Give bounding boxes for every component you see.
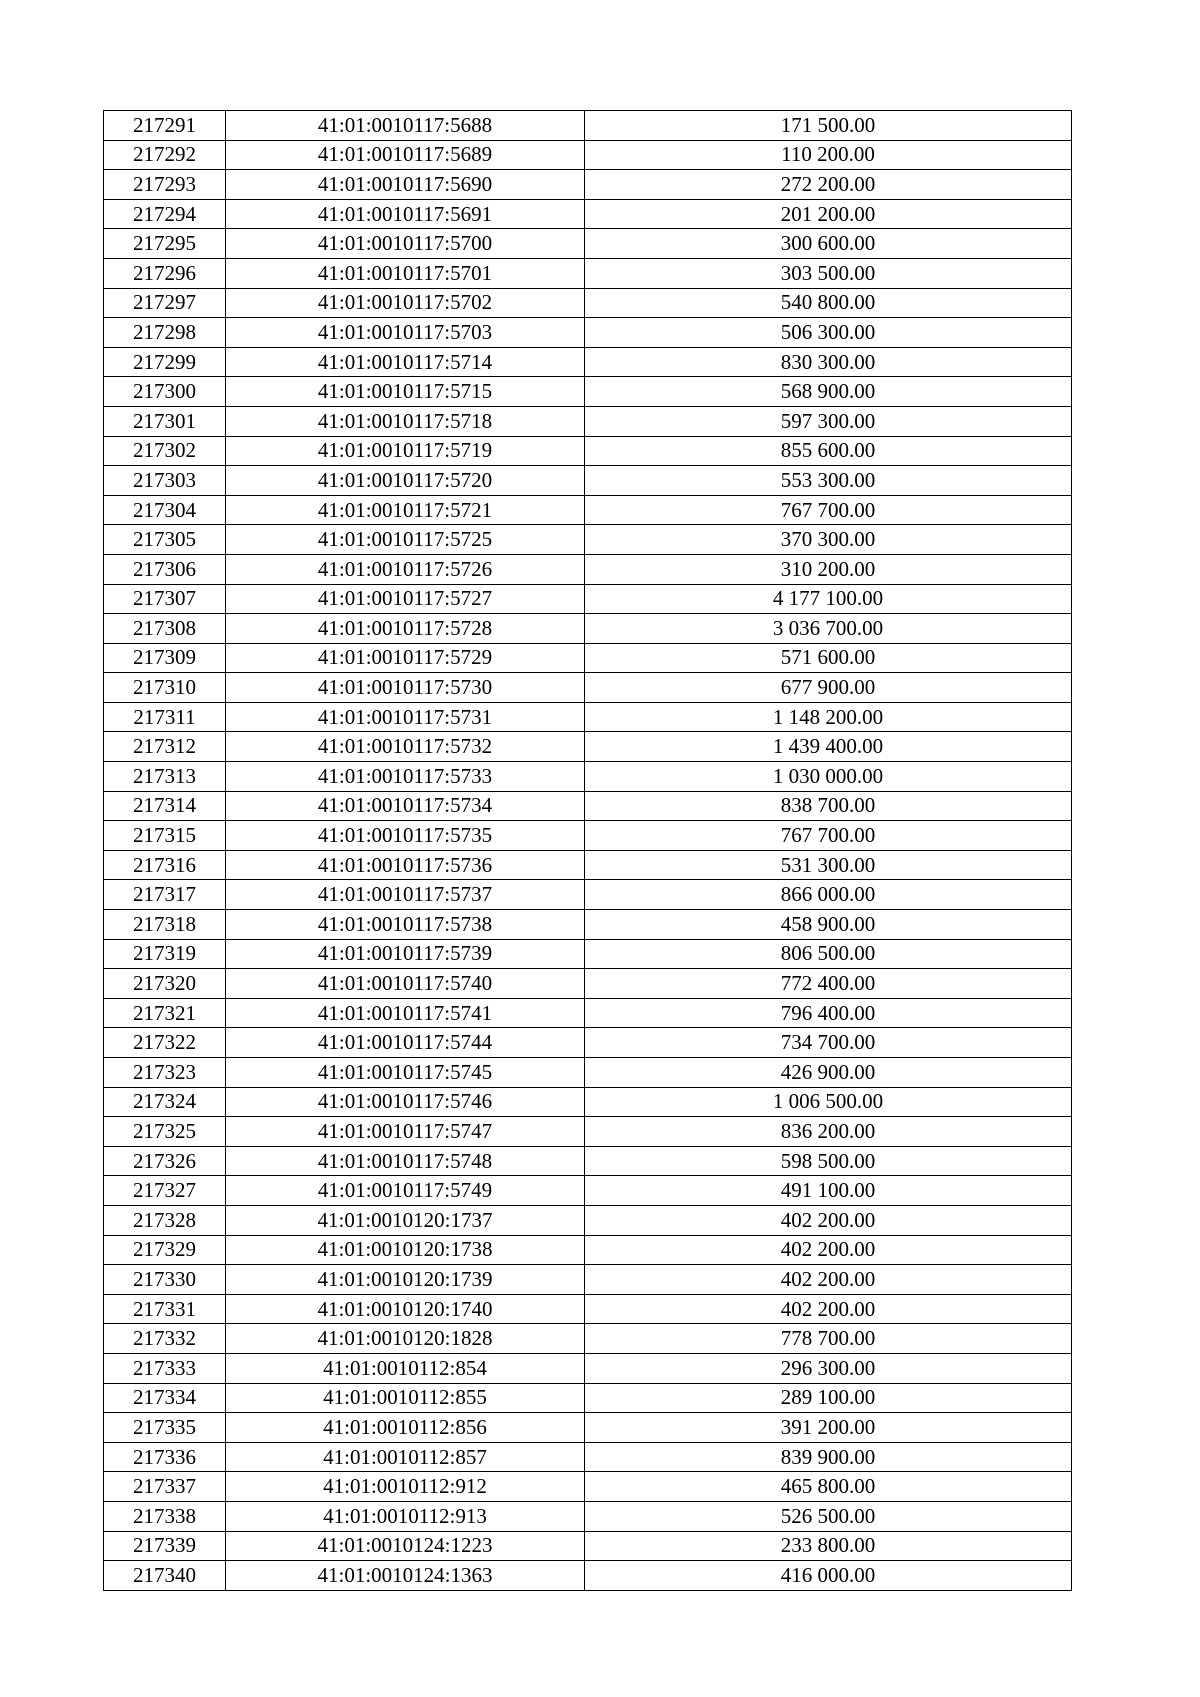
value-cell: 303 500.00: [585, 258, 1072, 288]
value-cell: 289 100.00: [585, 1383, 1072, 1413]
table-row: [104, 1413, 1072, 1443]
row-number-cell: 217291: [104, 111, 226, 141]
table-row: [104, 821, 1072, 851]
cadastral-number-cell: 41:01:0010117:5719: [226, 436, 585, 466]
cadastral-number-cell: 41:01:0010117:5732: [226, 732, 585, 762]
row-number-cell: 217298: [104, 318, 226, 348]
value-cell: 734 700.00: [585, 1028, 1072, 1058]
table-row: [104, 229, 1072, 259]
table-row: [104, 1324, 1072, 1354]
row-number-cell: 217296: [104, 258, 226, 288]
table-row: [104, 347, 1072, 377]
cadastral-number-cell: 41:01:0010112:854: [226, 1353, 585, 1383]
cadastral-number-cell: 41:01:0010117:5702: [226, 288, 585, 318]
value-cell: 458 900.00: [585, 910, 1072, 940]
value-cell: 597 300.00: [585, 406, 1072, 436]
cadastral-number-cell: 41:01:0010117:5737: [226, 880, 585, 910]
row-number-cell: 217334: [104, 1383, 226, 1413]
table-row: [104, 525, 1072, 555]
value-cell: 778 700.00: [585, 1324, 1072, 1354]
row-number-cell: 217332: [104, 1324, 226, 1354]
cadastral-number-cell: 41:01:0010117:5689: [226, 140, 585, 170]
cadastral-number-cell: 41:01:0010117:5691: [226, 199, 585, 229]
value-cell: 391 200.00: [585, 1413, 1072, 1443]
row-number-cell: 217311: [104, 702, 226, 732]
cadastral-number-cell: 41:01:0010120:1739: [226, 1265, 585, 1295]
table-row: [104, 377, 1072, 407]
value-cell: 767 700.00: [585, 495, 1072, 525]
value-cell: 806 500.00: [585, 939, 1072, 969]
cadastral-number-cell: 41:01:0010117:5731: [226, 702, 585, 732]
row-number-cell: 217337: [104, 1472, 226, 1502]
table-row: [104, 584, 1072, 614]
row-number-cell: 217308: [104, 614, 226, 644]
cadastral-number-cell: 41:01:0010117:5733: [226, 762, 585, 792]
table-row: [104, 614, 1072, 644]
row-number-cell: 217335: [104, 1413, 226, 1443]
value-cell: 830 300.00: [585, 347, 1072, 377]
value-cell: 1 148 200.00: [585, 702, 1072, 732]
row-number-cell: 217322: [104, 1028, 226, 1058]
cadastral-number-cell: 41:01:0010117:5746: [226, 1087, 585, 1117]
value-cell: 1 439 400.00: [585, 732, 1072, 762]
value-cell: 796 400.00: [585, 998, 1072, 1028]
cadastral-number-cell: 41:01:0010117:5729: [226, 643, 585, 673]
cadastral-number-cell: 41:01:0010117:5714: [226, 347, 585, 377]
value-cell: 272 200.00: [585, 170, 1072, 200]
value-cell: 300 600.00: [585, 229, 1072, 259]
row-number-cell: 217295: [104, 229, 226, 259]
row-number-cell: 217313: [104, 762, 226, 792]
table-row: [104, 288, 1072, 318]
value-cell: 839 900.00: [585, 1442, 1072, 1472]
cadastral-number-cell: 41:01:0010117:5734: [226, 791, 585, 821]
row-number-cell: 217299: [104, 347, 226, 377]
value-cell: 402 200.00: [585, 1235, 1072, 1265]
cadastral-number-cell: 41:01:0010117:5721: [226, 495, 585, 525]
value-cell: 526 500.00: [585, 1501, 1072, 1531]
value-cell: 836 200.00: [585, 1117, 1072, 1147]
table-row: [104, 850, 1072, 880]
table-row: [104, 140, 1072, 170]
row-number-cell: 217340: [104, 1561, 226, 1591]
table-row: [104, 1176, 1072, 1206]
value-cell: 568 900.00: [585, 377, 1072, 407]
cadastral-number-cell: 41:01:0010112:855: [226, 1383, 585, 1413]
cadastral-number-cell: 41:01:0010117:5726: [226, 554, 585, 584]
table-row: [104, 406, 1072, 436]
cadastral-number-cell: 41:01:0010117:5700: [226, 229, 585, 259]
value-cell: 677 900.00: [585, 673, 1072, 703]
table-row: [104, 762, 1072, 792]
value-cell: 540 800.00: [585, 288, 1072, 318]
value-cell: 296 300.00: [585, 1353, 1072, 1383]
row-number-cell: 217315: [104, 821, 226, 851]
table-row: [104, 910, 1072, 940]
row-number-cell: 217297: [104, 288, 226, 318]
value-cell: 598 500.00: [585, 1146, 1072, 1176]
table-row: [104, 791, 1072, 821]
table-row: [104, 1472, 1072, 1502]
cadastral-number-cell: 41:01:0010117:5730: [226, 673, 585, 703]
table-row: [104, 939, 1072, 969]
value-cell: 402 200.00: [585, 1205, 1072, 1235]
cadastral-number-cell: 41:01:0010117:5744: [226, 1028, 585, 1058]
value-cell: 4 177 100.00: [585, 584, 1072, 614]
table-row: [104, 732, 1072, 762]
value-cell: 3 036 700.00: [585, 614, 1072, 644]
row-number-cell: 217324: [104, 1087, 226, 1117]
row-number-cell: 217304: [104, 495, 226, 525]
table-row: [104, 673, 1072, 703]
cadastral-number-cell: 41:01:0010117:5728: [226, 614, 585, 644]
row-number-cell: 217316: [104, 850, 226, 880]
row-number-cell: 217328: [104, 1205, 226, 1235]
cadastral-number-cell: 41:01:0010117:5739: [226, 939, 585, 969]
table-row: [104, 1058, 1072, 1088]
cadastral-number-cell: 41:01:0010112:913: [226, 1501, 585, 1531]
value-cell: 767 700.00: [585, 821, 1072, 851]
value-cell: 233 800.00: [585, 1531, 1072, 1561]
row-number-cell: 217327: [104, 1176, 226, 1206]
cadastral-number-cell: 41:01:0010117:5745: [226, 1058, 585, 1088]
row-number-cell: 217314: [104, 791, 226, 821]
table-row: [104, 318, 1072, 348]
row-number-cell: 217318: [104, 910, 226, 940]
value-cell: 110 200.00: [585, 140, 1072, 170]
cadastral-number-cell: 41:01:0010120:1740: [226, 1294, 585, 1324]
cadastral-number-cell: 41:01:0010112:857: [226, 1442, 585, 1472]
value-cell: 416 000.00: [585, 1561, 1072, 1591]
row-number-cell: 217300: [104, 377, 226, 407]
table-row: [104, 1117, 1072, 1147]
value-cell: 1 030 000.00: [585, 762, 1072, 792]
cadastral-number-cell: 41:01:0010120:1738: [226, 1235, 585, 1265]
row-number-cell: 217303: [104, 466, 226, 496]
value-cell: 201 200.00: [585, 199, 1072, 229]
value-cell: 855 600.00: [585, 436, 1072, 466]
cadastral-number-cell: 41:01:0010117:5749: [226, 1176, 585, 1206]
row-number-cell: 217330: [104, 1265, 226, 1295]
table-row: [104, 1146, 1072, 1176]
table-row: [104, 554, 1072, 584]
cadastral-number-cell: 41:01:0010117:5748: [226, 1146, 585, 1176]
row-number-cell: 217292: [104, 140, 226, 170]
cadastral-number-cell: 41:01:0010117:5690: [226, 170, 585, 200]
value-cell: 553 300.00: [585, 466, 1072, 496]
table-row: [104, 1028, 1072, 1058]
table-row: [104, 880, 1072, 910]
cadastral-number-cell: 41:01:0010117:5703: [226, 318, 585, 348]
table-row: [104, 643, 1072, 673]
value-cell: 772 400.00: [585, 969, 1072, 999]
value-cell: 838 700.00: [585, 791, 1072, 821]
table-row: [104, 1265, 1072, 1295]
row-number-cell: 217336: [104, 1442, 226, 1472]
cadastral-number-cell: 41:01:0010117:5720: [226, 466, 585, 496]
cadastral-number-cell: 41:01:0010112:912: [226, 1472, 585, 1502]
cadastral-number-cell: 41:01:0010117:5747: [226, 1117, 585, 1147]
table-row: [104, 702, 1072, 732]
row-number-cell: 217331: [104, 1294, 226, 1324]
row-number-cell: 217323: [104, 1058, 226, 1088]
table-row: [104, 495, 1072, 525]
table-row: [104, 1383, 1072, 1413]
table-row: [104, 111, 1072, 141]
cadastral-number-cell: 41:01:0010117:5736: [226, 850, 585, 880]
row-number-cell: 217319: [104, 939, 226, 969]
table-row: [104, 466, 1072, 496]
table-row: [104, 969, 1072, 999]
row-number-cell: 217329: [104, 1235, 226, 1265]
value-cell: 531 300.00: [585, 850, 1072, 880]
cadastral-number-cell: 41:01:0010120:1828: [226, 1324, 585, 1354]
table-row: [104, 258, 1072, 288]
cadastral-number-cell: 41:01:0010117:5735: [226, 821, 585, 851]
row-number-cell: 217326: [104, 1146, 226, 1176]
table-row: [104, 436, 1072, 466]
cadastral-number-cell: 41:01:0010117:5725: [226, 525, 585, 555]
table-row: [104, 998, 1072, 1028]
table-row: [104, 1205, 1072, 1235]
value-cell: 426 900.00: [585, 1058, 1072, 1088]
table-row: [104, 1561, 1072, 1591]
table-row: [104, 1353, 1072, 1383]
cadastral-number-cell: 41:01:0010117:5738: [226, 910, 585, 940]
value-cell: 465 800.00: [585, 1472, 1072, 1502]
row-number-cell: 217306: [104, 554, 226, 584]
row-number-cell: 217317: [104, 880, 226, 910]
row-number-cell: 217338: [104, 1501, 226, 1531]
row-number-cell: 217301: [104, 406, 226, 436]
row-number-cell: 217294: [104, 199, 226, 229]
cadastral-number-cell: 41:01:0010112:856: [226, 1413, 585, 1443]
row-number-cell: 217325: [104, 1117, 226, 1147]
value-cell: 402 200.00: [585, 1294, 1072, 1324]
table-row: [104, 1501, 1072, 1531]
table-body: [104, 111, 1072, 1591]
cadastral-number-cell: 41:01:0010117:5715: [226, 377, 585, 407]
value-cell: 491 100.00: [585, 1176, 1072, 1206]
row-number-cell: 217333: [104, 1353, 226, 1383]
table-row: [104, 1235, 1072, 1265]
table-row: [104, 1087, 1072, 1117]
value-cell: 1 006 500.00: [585, 1087, 1072, 1117]
cadastral-number-cell: 41:01:0010117:5701: [226, 258, 585, 288]
row-number-cell: 217293: [104, 170, 226, 200]
value-cell: 571 600.00: [585, 643, 1072, 673]
row-number-cell: 217321: [104, 998, 226, 1028]
row-number-cell: 217312: [104, 732, 226, 762]
cadastral-number-cell: 41:01:0010124:1223: [226, 1531, 585, 1561]
cadastral-number-cell: 41:01:0010117:5688: [226, 111, 585, 141]
table-row: [104, 199, 1072, 229]
row-number-cell: 217339: [104, 1531, 226, 1561]
table-row: [104, 1294, 1072, 1324]
value-cell: 866 000.00: [585, 880, 1072, 910]
row-number-cell: 217305: [104, 525, 226, 555]
row-number-cell: 217320: [104, 969, 226, 999]
value-cell: 171 500.00: [585, 111, 1072, 141]
table-row: [104, 1531, 1072, 1561]
cadastral-number-cell: 41:01:0010117:5718: [226, 406, 585, 436]
cadastral-number-cell: 41:01:0010117:5741: [226, 998, 585, 1028]
row-number-cell: 217307: [104, 584, 226, 614]
cadastral-number-cell: 41:01:0010117:5727: [226, 584, 585, 614]
value-cell: 402 200.00: [585, 1265, 1072, 1295]
value-cell: 370 300.00: [585, 525, 1072, 555]
table-row: [104, 1442, 1072, 1472]
value-cell: 506 300.00: [585, 318, 1072, 348]
row-number-cell: 217302: [104, 436, 226, 466]
row-number-cell: 217309: [104, 643, 226, 673]
table-row: [104, 170, 1072, 200]
cadastral-number-cell: 41:01:0010124:1363: [226, 1561, 585, 1591]
value-cell: 310 200.00: [585, 554, 1072, 584]
cadastral-number-cell: 41:01:0010120:1737: [226, 1205, 585, 1235]
cadastral-value-table: [103, 110, 1072, 1591]
row-number-cell: 217310: [104, 673, 226, 703]
cadastral-number-cell: 41:01:0010117:5740: [226, 969, 585, 999]
